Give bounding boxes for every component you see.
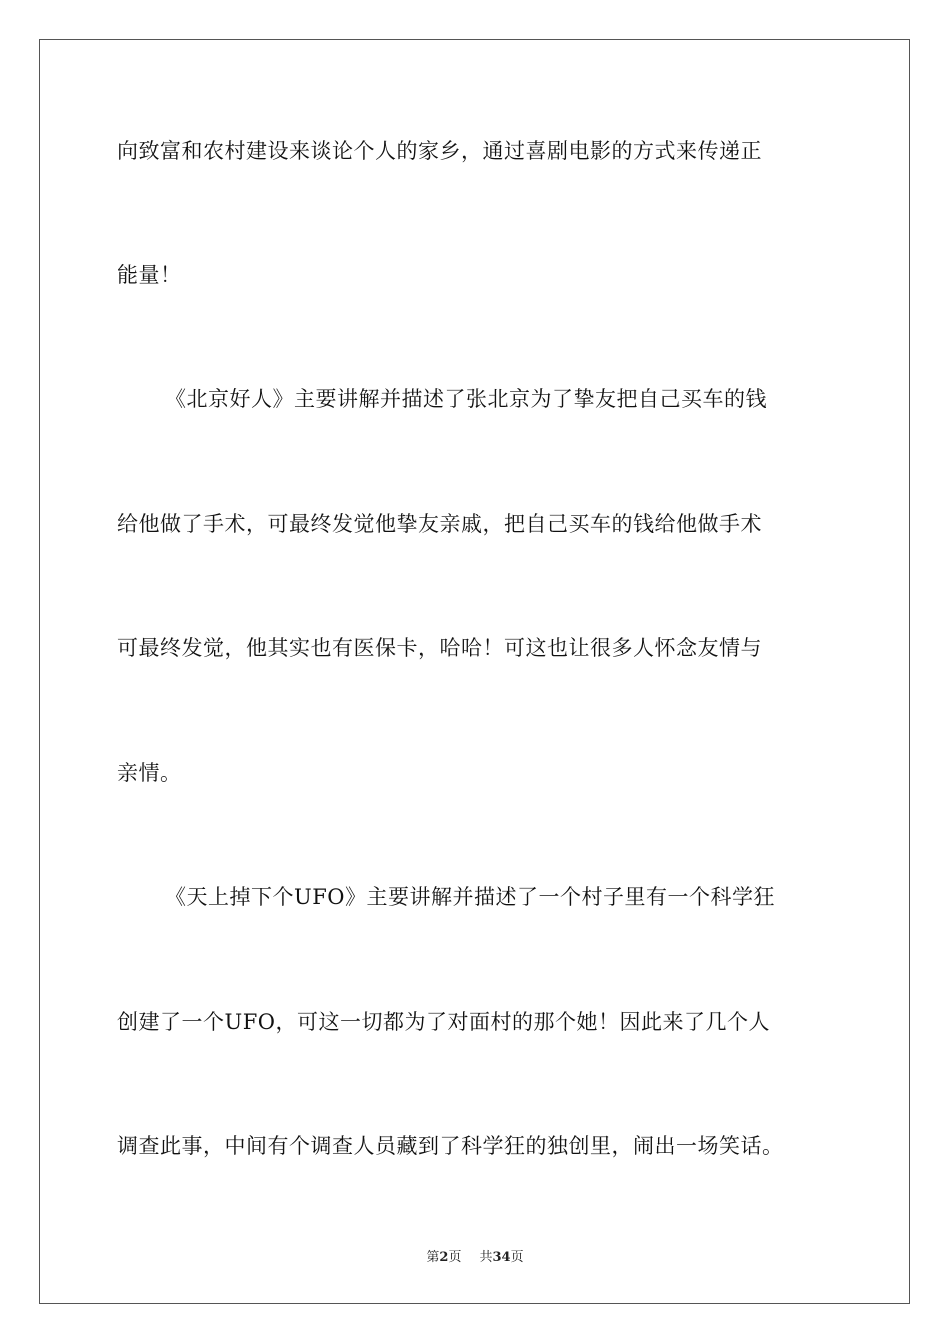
body-text-line: 亲情。 (117, 761, 182, 785)
body-text-line: 向致富和农村建设来谈论个人的家乡，通过喜剧电影的方式来传递正 (117, 139, 762, 163)
total-prefix: 共 (479, 1250, 493, 1265)
body-text-line: 可最终发觉，他其实也有医保卡，哈哈！可这也让很多人怀念友情与 (117, 636, 762, 660)
body-text-line: 创建了一个UFO，可这一切都为了对面村的那个她！因此来了几个人 (117, 1010, 770, 1034)
page-border (39, 39, 910, 1304)
total-suffix: 页 (510, 1250, 524, 1265)
body-text-line: 给他做了手术，可最终发觉他挚友亲戚，把自己买车的钱给他做手术 (117, 512, 762, 536)
total-pages: 34 (492, 1250, 511, 1265)
page-footer (0, 1246, 950, 1265)
page-suffix: 页 (448, 1250, 462, 1265)
paragraph-start-line: 《北京好人》主要讲解并描述了张北京为了挚友把自己买车的钱 (165, 387, 767, 411)
paragraph-start-line: 《天上掉下个UFO》主要讲解并描述了一个村子里有一个科学狂 (165, 885, 775, 909)
page-prefix: 第 (426, 1250, 440, 1265)
page-number: 2 (439, 1250, 449, 1265)
body-text-line: 调查此事，中间有个调查人员藏到了科学狂的独创里，闹出一场笑话。 (117, 1134, 784, 1158)
body-text-line: 能量！ (117, 263, 182, 287)
